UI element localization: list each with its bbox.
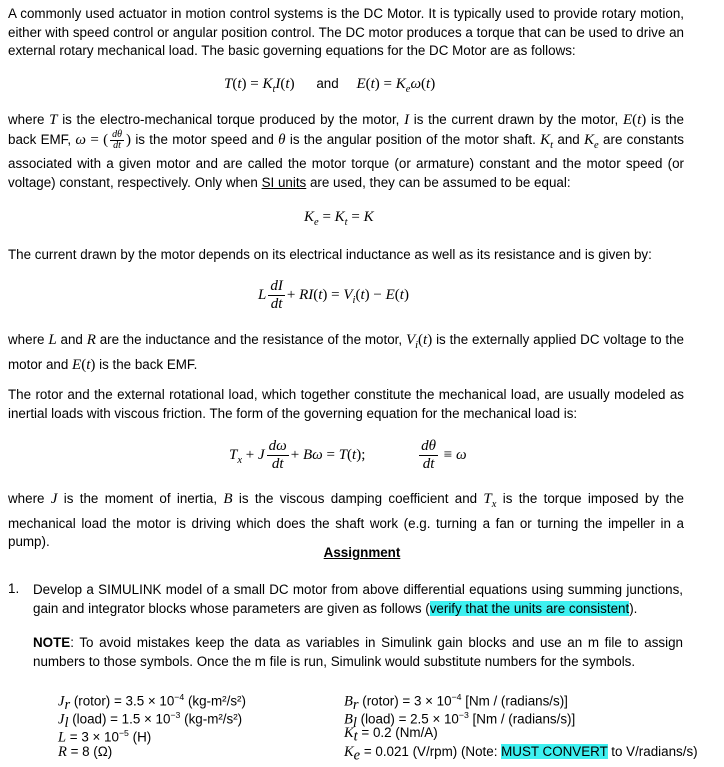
assignment-item-1: Develop a SIMULINK model of a small DC motor from above differential equations using summing junctions, gain and integrator blocks whose parameters are given as follows (verify that the units are consistent). xyxy=(33,582,683,616)
param-br: $B_r$ (rotor) = $3 \times 10^{-4}$ [Nm / (radians/s)] xyxy=(344,692,568,714)
current-paragraph: The current drawn by the motor depends on its electrical inductance as well as its resistance and is given by: xyxy=(8,247,652,262)
equation-torque-emf: $T(t) = K_tI(t)$ and $E(t) = K_e\omega(t)$ xyxy=(224,76,436,95)
equation-k-equal: $K_e = K_t = K$ xyxy=(304,209,374,228)
param-kt: $K_t = 0.2$ (Nm/A) xyxy=(344,725,438,746)
equation-current: L $\frac{dI}{dt}$ + $RI(t) = V_i(t) - E(t)$ xyxy=(258,278,409,312)
where-paragraph-2: where L and R are the inductance and the resistance of the motor, $V_i(t)$ is the externally applied DC voltage to the motor and E(t) is the back EMF. xyxy=(8,332,684,373)
note-label: NOTE xyxy=(33,635,71,650)
param-l: $L = 3 \times 10^{-5}$ (H) xyxy=(58,728,152,746)
where-paragraph-1: where T is the electro-mechanical torque produced by the motor, I is the current drawn by the motor, E(t) is the back EMF, ω = ( $\frac{d\theta}{dt}$ ) is the motor speed and θ is the angular position of the motor shaft. $K_t$ and $K_e$ are constants associated with a given motor and are called the motor torque (or armature) constant and the motor speed (or voltage) constant, respectively. Only when SI units are used, they can be assumed to be equal: xyxy=(8,112,684,190)
must-convert-highlight: MUST CONVERT xyxy=(501,743,608,759)
equation-mechanical: $T_x + J$ $\frac{d\omega}{dt}$ + Bω = T(t); $\frac{d\theta}{dt}$ ≡ ω xyxy=(229,438,467,472)
units-highlight: verify that the units are consistent xyxy=(429,600,630,616)
param-r: R = 8 (Ω) xyxy=(58,743,113,760)
parameters-right-column xyxy=(344,688,698,764)
note-paragraph: NOTE: To avoid mistakes keep the data as variables in Simulink gain blocks and use an m file to assign numbers to those symbols. Once the m file is run, Simulink would substitute numbers for the symbols. xyxy=(33,635,683,669)
si-units-link: SI units xyxy=(261,174,307,190)
param-bl: $B_l$ (load) = $2.5 \times 10^{-3}$ [Nm / (radians/s)] xyxy=(344,710,576,732)
rotor-paragraph: The rotor and the external rotational load, which together constitute the mechanical load, are usually modeled as inertial loads with viscous friction. The form of the governing equation for the mechanical load is: xyxy=(8,387,684,421)
equation-and-word: and xyxy=(316,76,339,91)
param-ke: $K_e = 0.021$ (V/rpm) (Note: MUST CONVERT to V/radians/s) xyxy=(344,743,698,764)
where-paragraph-3: where J is the moment of inertia, B is the viscous damping coefficient and $T_x$ is the torque imposed by the mechanical load the motor is driving which does the shaft work (e.g. turning a fan or turning the impeller in a pump). xyxy=(8,491,684,550)
intro-paragraph: A commonly used actuator in motion control systems is the DC Motor. It is typically used to provide rotary motion, either with speed control or angular position control. The DC motor produces a torque that can be used to drive an external rotary mechanical load. The basic governing equations for the DC Motor are as follows: xyxy=(8,6,684,59)
assignment-heading: Assignment xyxy=(323,545,401,560)
param-jl: $J_l$ (load) = $1.5 \times 10^{-3}$ (kg-m²/s²) xyxy=(58,710,243,732)
param-jr: $J_r$ (rotor) = $3.5 \times 10^{-4}$ (kg-m²/s²) xyxy=(58,692,246,714)
parameters-left-column xyxy=(58,688,246,761)
list-item-number: 1. xyxy=(8,581,20,596)
